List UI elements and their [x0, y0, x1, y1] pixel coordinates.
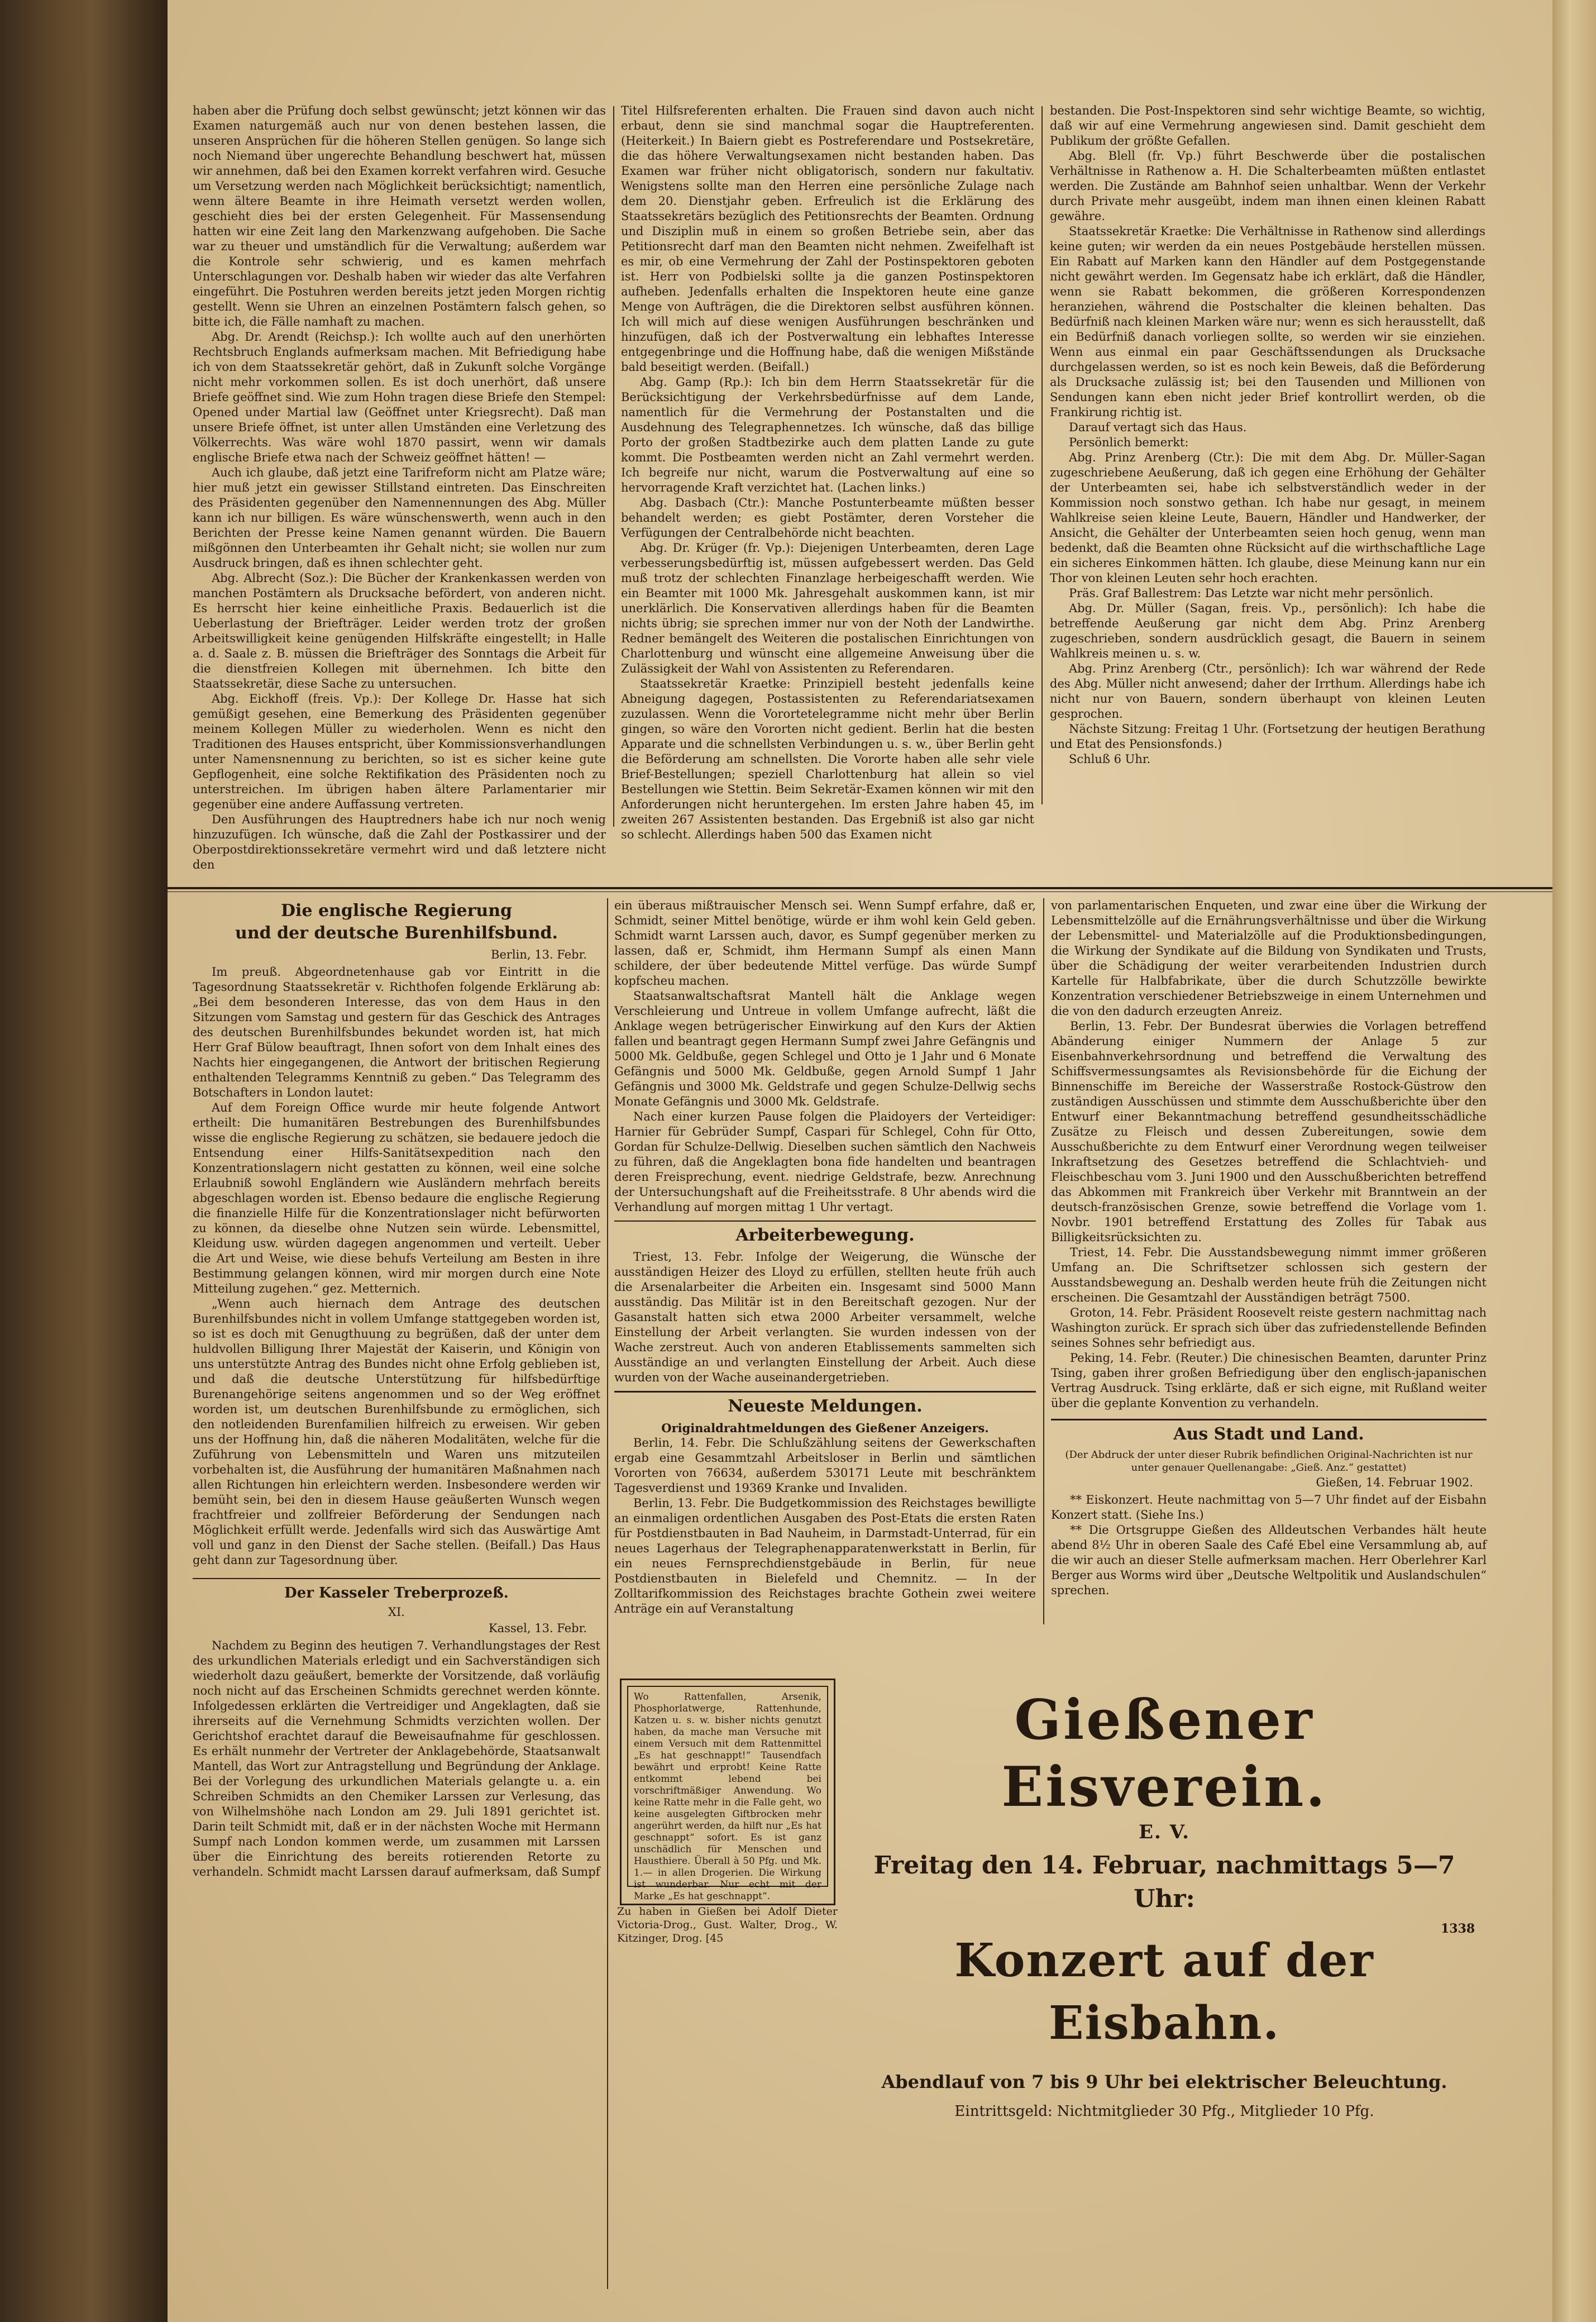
- paragraph: Nach einer kurzen Pause folgen die Plaidoyers der Verteidiger: Harnier für Gebrüder Sumpf, Caspari für Schlegel, Cohn für Otto, Gordan für Schulze-Dellwig. Dieselben suchen sämtlich den Nachweis zu führen, daß die Angeklagten bona fide handelten und beantragen deren Freisprechung, event. niedrige Geldstrafe, bezw. Anrechnung der Untersuchungshaft auf die Freiheitsstrafe. 8 Uhr abends wird die Verhandlung auf morgen mittag 1 Uhr vertagt.: [614, 1110, 1036, 1214]
- paragraph: Abg. Dr. Müller (Sagan, freis. Vp., persönlich): Ich habe die betreffende Aeußerung gar nicht dem Abg. Prinz Arenberg zugeschrieben, sondern ausdrücklich gesagt, die Bauern in seinem Wahlkreis meinen u. s. w.: [1050, 602, 1485, 660]
- article-divider: [1051, 1419, 1487, 1420]
- article-subtitle: Originaldrahtmeldungen des Gießener Anzeigers.: [661, 1421, 989, 1435]
- paragraph: „Wenn auch hiernach dem Antrage des deutschen Burenhilfsbundes nicht in vollem Umfange stattgegeben worden ist, so ist es doch mit Genugthuung zu begrüßen, daß der unter dem huldvollen Billigung Ihrer Majestät der Kaiserin, und Königin von uns unterstützte Antrag des Bundes nicht ohne Erfolg geblieben ist, und daß die deutsche Unterstützung für hilfsbedürftige Burenangehörige seitens angenommen und so der Weg eröffnet worden ist, um deutschen Burenhilfsbunde zu ermöglichen, sich den notleidenden Burenfamilien hilfreich zu erweisen. Wir geben uns der Hoffnung hin, daß die näheren Modalitäten, welche für die Zuführung von Lebensmitteln und Waren uns mitzuteilen vorbehalten ist, die Ausführung der humanitären Maßnahmen nach allen Richtungen hin erleichtern werden. Insbesondere werden wir bemüht sein, bei den in diesem Hause geäußerten Wunsch wegen frachtfreier und zollfreier Beförderung der Sendungen nach Möglichkeit erfüllt werde. Jedenfalls wird sich das Auswärtige Amt voll und ganz in den Dienst der Sache stellen. (Beifall.) Das Haus geht dann zur Tagesordnung über.: [193, 1297, 600, 1567]
- paragraph: Staatssekretär Kraetke: Die Verhältnisse in Rathenow sind allerdings keine guten; wir werden da ein neues Postgebäude herstellen müssen. Ein Rabatt auf Marken kann den Händler auf dem Postgegenstande nicht gewährt werden. Im Gegensatz habe ich erklärt, daß die Händler, wenn sie Rabatt bekommen, die größeren Korrespondenzen heranziehen, während die Postschalter die kleinen behalten. Das Bedürfniß nach kleinen Marken wäre nur; wenn es sich herausstellt, daß ein Bedürfniß danach vorliegen sollte, so werden wir sie einziehen. Wenn aus einmal ein paar Geschäftssendungen als Drucksache durchgelassen werden, so ist es noch kein Beweis, daß die Beförderung als Drucksache zulässig ist; bei den Tausenden und Millionen von Sendungen kann eben nicht jeder Brief kontrollirt werden, ob die Frankirung richtig ist.: [1050, 225, 1485, 419]
- article-number: XI.: [388, 1605, 405, 1619]
- book-binding: [0, 0, 168, 2322]
- ad-sellers: [617, 1905, 838, 1955]
- paragraph: Auf dem Foreign Office wurde mir heute folgende Antwort ertheilt: Die humanitären Bestrebungen des Burenhilfsbundes wisse die englische Regierung zu schätzen, sie bedauere jedoch die Entsendung einer Hilfs-Sanitätsexpedition nach den Konzentrationslagern nicht gestatten zu können, weil eine solche Erlaubniß sowohl Engländern wie Ausländern mehrfach bereits abgeschlagen worden ist. Ebenso bedaure die englische Regierung die finanzielle Hilfe für die Konzentrationslager nicht befürworten zu können, da dieselbe ohne Nutzen sein würde. Lebensmittel, Kleidung usw. würden dagegen angenommen und verteilt. Ueber die Art und Weise, wie diese behufs Verteilung am Besten in ihre Bestimmung gelangen können, wird mir morgen durch eine Note Mitteilung zugehen.“ gez. Metternich.: [193, 1101, 600, 1295]
- article-body: Triest, 13. Febr. Infolge der Weigerung, die Wünsche der ausständigen Heizer des Lloyd zu erfüllen, stellten heute früh auch die Arsenalarbeiter die Arbeiten ein. Insgesamt sind 5000 Mann ausständig. Das Militär ist in den Bereitschaft gezogen. Nur der Gasanstalt hatten sich etwa 2000 Arbeiter versammelt, welche Einstellung der Arbeit verlangten. Sie wurden indessen von der Wache zerstreut. Auch von anderen Etablissements sammelten sich Ausständige an und verlangten Einstellung der Arbeit. Auch diese wurden von der Wache auseinandergetrieben.: [614, 1250, 1036, 1384]
- paragraph: Schluß 6 Uhr.: [1069, 752, 1151, 766]
- paragraph: bestanden. Die Post-Inspektoren sind sehr wichtige Beamte, so wichtig, daß wir auf eine Vermehrung angewiesen sind. Damit geschieht dem Publikum der größte Gefallen.: [1050, 104, 1485, 147]
- paragraph: ** Eiskonzert. Heute nachmittag von 5—7 Uhr findet auf der Eisbahn Konzert statt. (Siehe Ins.): [1051, 1493, 1487, 1522]
- newspaper-page: [168, 0, 1552, 2322]
- paragraph: Peking, 14. Febr. (Reuter.) Die chinesischen Beamten, darunter Prinz Tsing, gaben ihrer großen Befriedigung über den englisch-japanischen Vertrag Ausdruck. Tsing erklärte, daß er sich eigne, mit Rußland weiter über die geplante Konvention zu verhandeln.: [1051, 1351, 1487, 1410]
- paragraph: Abg. Albrecht (Soz.): Die Bücher der Krankenkassen werden von manchen Postämtern als Drucksache befördert, von anderen nicht. Es herrscht hier keine einheitliche Praxis. Bedauerlich ist die Ueberlastung der Briefträger. Leider werden trotz der großen Arbeitswilligkeit keine genügenden Hilfskräfte eingestellt; in Halle a. d. Saale z. B. müssen die Briefträger des Sonntags die Arbeit für die dienstfreien Kollegen mit übernehmen. Ich bitte den Staatssekretär, diese Sache zu untersuchen.: [193, 571, 606, 690]
- section-divider: [168, 887, 1552, 889]
- paragraph: Abg. Prinz Arenberg (Ctr., persönlich): Ich war während der Rede des Abg. Müller nicht anwesend; daher der Irrthum. Allerdings habe ich nicht nur von Bauern, sondern überhaupt von kleinen Leuten gesprochen.: [1050, 662, 1485, 721]
- top-column-3: [1050, 103, 1485, 807]
- ad-evening: Abendlauf von 7 bis 9 Uhr bei elektrischer Beleuchtung.: [881, 2071, 1447, 2092]
- next-page-edge: [1552, 0, 1596, 2322]
- paragraph: Auch ich glaube, daß jetzt eine Tarifreform nicht am Platze wäre; hier muß jetzt ein gewisser Stillstand eintreten. Das Einschreiten des Präsidenten gegenüber den Namennennungen des Abg. Müller kann ich nur billigen. Es wäre wünschenswerth, wenn auch in den Berichten der Presse keine Namen genannt würden. Die Bauern mißgönnen den Unterbeamten ihr Gehalt nicht; sie wollen nur zum Ausdruck bringen, daß es ihnen schlechter geht.: [193, 466, 606, 570]
- column-divider: [1043, 898, 1044, 1624]
- paragraph: Persönlich bemerkt:: [1069, 436, 1189, 449]
- article-title-stadt: Aus Stadt und Land.: [1173, 1424, 1364, 1444]
- top-column-2: [621, 103, 1034, 841]
- ad-entry: Eintrittsgeld: Nichtmitglieder 30 Pfg., Mitglieder 10 Pfg.: [954, 2103, 1374, 2120]
- dateline: Kassel, 13. Febr.: [488, 1622, 587, 1635]
- ad-text: Wo Rattenfallen, Arsenik, Phosphorlatwerge, Rattenhunde, Katzen u. s. w. bisher nichts genutzt haben, da mache man Versuche mit einem Versuch mit dem Rattenmittel „Es hat geschnappt!“ Tausendfach bewährt und erprobt! Keine Ratte entkommt lebend bei vorschriftmäßiger Anwendung. Wo keine Ratte mehr in die Falle geht, wo keine ausgelegten Giftbrocken mehr angerührt werden, da hilft nur „Es hat geschnappt“ sofort. Es ist ganz unschädlich für Menschen und Hausthiere. Überall à 50 Pfg. und Mk. 1.— in allen Drogerien. Die Wirkung ist wunderbar. Nur echt mit der Marke „Es hat geschnappt“.: [627, 1686, 828, 1887]
- dateline: Gießen, 14. Februar 1902.: [1316, 1476, 1473, 1489]
- top-column-1: [193, 103, 606, 871]
- paragraph: ** Die Ortsgruppe Gießen des Alldeutschen Verbandes hält heute abend 8½ Uhr in oberen Saale des Café Ebel eine Versammlung ab, auf die wir auch an dieser Stelle aufmerksam machen. Herr Oberlehrer Karl Berger aus Worms wird über „Deutsche Weltpolitik und Auslandschulen“ sprechen.: [1051, 1523, 1487, 1597]
- paragraph: von parlamentarischen Enqueten, und zwar eine über die Wirkung der Lebensmittelzölle auf die Ernährungsverhältnisse und über die Wirkung der Lebensmittel- und Materialzölle auf die Produktionsbedingungen, die Wirkung der Syndikate auf die Bildung von Syndikaten und Trusts, über die Schädigung der weiter verarbeitenden Industrien durch Kartelle für Halbfabrikate, über die durch Schutzzölle bewirkte Konzentration verschiedener Betriebszweige in einem Unternehmen und die von den dadurch erzeugten Anreiz.: [1051, 899, 1487, 1018]
- paragraph: Triest, 14. Febr. Die Ausstandsbewegung nimmt immer größeren Umfang an. Die Schriftsetzer schlossen sich gestern der Ausstandsbewegung an. Deshalb werden heute früh die Zeitungen nicht erscheinen. Die Gesamtzahl der Ausständigen beträgt 7500.: [1051, 1246, 1487, 1304]
- paragraph: Abg. Eickhoff (freis. Vp.): Der Kollege Dr. Hasse hat sich gemüßigt gesehen, eine Bemerkung des Präsidenten gegenüber meinem Kollegen Müller zu wiederholen. Wenn es nicht den Traditionen des Hauses entspricht, über Kommissionsverhandlungen unter Namensnennung zu berichten, so ist es sicher keine gute Gepflogenheit, eine solche Rektifikation des Präsidenten noch zu unterstreichen. Im übrigen haben ältere Parlamentarier mir gegenüber eine andere Auffassung vertreten.: [193, 692, 606, 811]
- bottom-column-3: [1051, 898, 1487, 1675]
- ad-concert: Konzert auf der Eisbahn.: [954, 1934, 1374, 2050]
- paragraph: Staatssekretär Kraetke: Prinzipiell besteht jedenfalls keine Abneigung dagegen, Postassistenten zu Referendariatsexamen zuzulassen. Wenn die Vorortetelegramme nicht mehr über Berlin gingen, so wäre den Vororten nicht gedient. Berlin hat die besten Apparate und die schnellsten Verbindungen u. s. w., über Berlin geht die Beförderung am schnellsten. Die Vororte haben alle sehr viele Brief-Bestellungen; speziell Charlottenburg hat allein so viel Bestellungen wie Stettin. Beim Sekretär-Examen können wir mit den Anforderungen nicht heruntergehen. Im ersten Jahre haben 45, im zweiten 267 Assistenten bestanden. Das Ergebniß ist also gar nicht so schlecht. Allerdings haben 500 das Examen nicht: [621, 677, 1034, 841]
- section-divider-thin: [168, 891, 1552, 892]
- paragraph: haben aber die Prüfung doch selbst gewünscht; jetzt können wir das Examen naturgemäß auch nur von denen bestehen lassen, die unseren Ansprüchen für die höheren Stellen genügen. So lange sich noch Niemand über ungerechte Behandlung beschwert hat, müssen wir annehmen, daß bei den Examen korrekt verfahren wird. Gesuche um Versetzung werden nach Möglichkeit berücksichtigt; namentlich, wenn ältere Beamte in ihre Heimath versetzt werden wollen, geschieht dies bei der ersten Gelegenheit. Für Massensendung hatten wir eine Zeit lang den Markenzwang aufgehoben. Die Sache war zu theuer und umständlich für die Verwaltung; außerdem war die Kontrole sehr schwierig, und es kamen mehrfach Unterschlagungen vor. Deshalb haben wir wieder das alte Verfahren eingeführt. Die Postuhren werden bereits jetzt jeden Morgen richtig gestellt. Wenn sie Uhren an einzelnen Postämtern falsch gehen, so bitte ich, die Fälle namhaft zu machen.: [193, 104, 606, 328]
- article-title-arbeiter: Arbeiterbewegung.: [735, 1226, 915, 1245]
- ad-sellers-text: Zu haben in Gießen bei Adolf Dieter Victoria-Drog., Gust. Walter, Drog., W. Kitzinger, Drog. [45: [617, 1905, 838, 1944]
- paragraph: Nachdem zu Beginn des heutigen 7. Verhandlungstages der Rest des urkundlichen Materials erledigt und ein Sachverständigen sich wiederholt dazu geäußert, bemerkte der Vorsitzende, daß vorläufig noch nicht auf das Erscheinen Schmidts gerechnet werden könnte. Infolgedessen erklärten die Vertreidiger und Angeklagten, daß sie ihrerseits auf die Vernehmung Schmidts verzichten wollen. Der Gerichtshof erachtet darauf die Beweisaufnahme für geschlossen. Es erhält nunmehr der Vertreter der Anklagebehörde, Staatsanwalt Mantell, das Wort zur Antragstellung und Begründung der Anklage. Bei der Vorlegung des urkundlichen Materials gelangte u. a. ein Schreiben Schmidts an den Chemiker Larssen zur Verlesung, das von Wilhelmshöhe nach London am 29. Juli 1891 gerichtet ist. Darin teilt Schmidt mit, daß er in der nächsten Woche mit Hermann Sumpf nach London kommen werde, um zusammen mit Larssen über die Einrichtung des bereits rotierenden Retorte zu verhandeln. Schmidt macht Larssen darauf aufmerksam, daß Sumpf: [193, 1639, 600, 1878]
- bottom-column-1: [193, 898, 600, 2306]
- paragraph: ein überaus mißtrauischer Mensch sei. Wenn Sumpf erfahre, daß er, Schmidt, seiner Mittel benötige, würde er ihm wohl kein Geld geben. Schmidt warnt Larssen auch, davor, es Sumpf gegenüber merken zu lassen, daß er, Schmidt, ihm Hermann Sumpf als einen Mann schildere, der über bedeutende Mittel verfüge. Das würde Sumpf kopfscheu machen.: [614, 899, 1036, 988]
- paragraph: Berlin, 13. Febr. Die Budgetkommission des Reichstages bewilligte an einmaligen ordentlichen Ausgaben des Post-Etats die ersten Raten für Postdienstbauten in Bad Nauheim, in Darmstadt-Unterrad, für ein neues Lagerhaus der Telegraphenapparatenwerkstatt in Berlin, für ein neues Fernsprechdienstgebäude in Berlin, für neue Postdienstbauten in Bielefeld und Chemnitz. — In der Zolltarifkommission des Reichstages brachte Gothein zwei weitere Anträge ein auf Veranstaltung: [614, 1496, 1036, 1615]
- paragraph: Abg. Gamp (Rp.): Ich bin dem Herrn Staatssekretär für die Berücksichtigung der Verkehrsbedürfnisse auf dem Lande, namentlich für die Vermehrung der Postanstalten und die Ausdehnung des Telegraphennetzes. Ich wünsche, daß das billige Porto der großen Stadtbezirke auch dem platten Lande zu gute kommt. Die Postbeamten werden nicht an Zahl vermehrt werden. Ich begreife nur nicht, warum die Postverwaltung auf eine so hervorragende Kraft verzichtet hat. (Lachen links.): [621, 375, 1034, 494]
- advertisement-rat-poison: [620, 1679, 835, 1905]
- paragraph: Abg. Dr. Arendt (Reichsp.): Ich wollte auch auf den unerhörten Rechtsbruch Englands aufmerksam machen. Mit Befriedigung habe ich von dem Staatssekretär gehört, daß in Zukunft solche Vorgänge nicht mehr vorkommen sollen. Es ist doch unerhört, daß unsere Briefe geöffnet sind. Wie zum Hohn tragen diese Briefe den Stempel: Opened under Martial law (Geöffnet unter Kriegsrecht). Daß man unsere Briefe öffnet, ist unter allen Umständen eine Verletzung des Völkerrechts. Was wäre wohl 1870 passirt, wenn wir damals englische Briefe etwa nach der Schweiz geöffnet hätten! —: [193, 330, 606, 464]
- paragraph: Berlin, 14. Febr. Die Schlußzählung seitens der Gewerkschaften ergab eine Gesammtzahl Arbeitsloser in Berlin und sämtlichen Vororten von 76634, außerdem 530171 Leute mit beschränktem Tagesverdienst und 19369 Kranke und Invaliden.: [614, 1436, 1036, 1495]
- bottom-column-2: [614, 898, 1036, 1680]
- ad-ev: E. V.: [1139, 1821, 1190, 1843]
- dateline: Berlin, 13. Febr.: [491, 948, 587, 961]
- paragraph: Abg. Dasbach (Ctr.): Manche Postunterbeamte müßten besser behandelt werden; es giebt Postämter, deren Vorsteher die Verfügungen der Centralbehörde nicht beachten.: [621, 496, 1034, 540]
- column-divider: [1041, 106, 1043, 804]
- paragraph: Berlin, 13. Febr. Der Bundesrat überwies die Vorlagen betreffend Abänderung einiger Nummern der Anlage 5 zur Eisenbahnverkehrsordnung und betreffend die Verwaltung des Schiffsvermessungsamtes als Revisionsbehörde für die Eichung der Binnenschiffe im Bereiche der Wasserstraße Rostock-Güstrow den zuständigen Ausschüssen und stimmte dem Ausschußberichte über den Entwurf einer Bekanntmachung betreffend gesundheitsschädliche Zusätze zu Fleisch und dessen Zubereitungen, sowie dem Ausschußberichte zu dem Entwurf einer Verordnung wegen teilweiser Inkraftsetzung des Gesetzes betreffend die Schlachtvieh- und Fleischbeschau vom 3. Juni 1900 und den Ausschußberichten betreffend das Abkommen mit Frankreich über Verkehr mit Branntwein an der deutsch-französischen Grenze, sowie betreffend die Vorlage vom 1. Novbr. 1901 betreffend Erstattung des Zolles für Tabak aus Billigkeitsrücksichten zu.: [1051, 1019, 1487, 1244]
- article-divider: [614, 1220, 1036, 1222]
- article-title-treber: Der Kasseler Treberprozeß.: [284, 1585, 509, 1601]
- ad-date: Freitag den 14. Februar, nachmittags 5—7 Uhr:: [873, 1851, 1455, 1913]
- paragraph: Abg. Dr. Krüger (fr. Vp.): Diejenigen Unterbeamten, deren Lage verbesserungsbedürftig ist, müssen aufgebessert werden. Das Geld muß trotz der schlechten Finanzlage herbeigeschafft werden. Wie ein Beamter mit 1000 Mk. Jahresgehalt auskommen kann, ist mir unerklärlich. Die Konservativen allerdings haben für die Beamten nichts übrig; sie sprechen immer nur von der Noth der Landwirthe. Redner bemängelt des Weiteren die postalischen Einrichtungen von Charlottenburg und wünscht eine allgemeine Anweisung über die Zulässigkeit der Wahl von Assistenten zu Referendaren.: [621, 541, 1034, 675]
- article-subtitle: und der deutsche Burenhilfsbund.: [235, 923, 558, 943]
- article-title-neueste: Neueste Meldungen.: [728, 1396, 923, 1416]
- paragraph: Nächste Sitzung: Freitag 1 Uhr. (Fortsetzung der heutigen Berathung und Etat des Pensionsfonds.): [1050, 722, 1485, 751]
- article-divider: [193, 1578, 600, 1579]
- paragraph: Staatsanwaltschaftsrat Mantell hält die Anklage wegen Verschleierung und Untreue in vollem Umfange aufrecht, läßt die Anklage wegen betrügerischer Einwirkung auf den Kurs der Aktien fallen und beantragt gegen Hermann Sumpf zwei Jahre Gefängnis und 5000 Mk. Geldbuße, gegen Schlegel und Otto je 1 Jahr und 6 Monate Gefängnis und 5000 Mk. Geldbuße, gegen Arnold Sumpf 1 Jahr Gefängnis und 3000 Mk. Geldstrafe und gegen Schulze-Dellwig sechs Monate Gefängnis und 3000 Mk. Geldstrafe.: [614, 989, 1036, 1108]
- paragraph: Titel Hilfsreferenten erhalten. Die Frauen sind davon auch nicht erbaut, denn sie sind manchmal sogar die Hauptreferenten. (Heiterkeit.) In Baiern giebt es Postreferendare und Postsekretäre, die das höhere Verwaltungsexamen nicht bestanden haben. Das Examen war früher nicht obligatorisch, sondern nur fakultativ. Wenigstens sollte man den Herren eine persönliche Zulage nach dem 20. Dienstjahr geben. Erfreulich ist die Erklärung des Staatssekretärs bezüglich des Petitionsrechts der Beamten. Ordnung und Disziplin muß in einem so großen Betriebe sein, aber das Petitionsrecht darf man den Beamten nicht nehmen. Zweifelhaft ist es mir, ob eine Vermehrung der Zahl der Postinspektoren geboten ist. Herr von Podbielski sollte ja die ganzen Postinspektoren aufheben. Jedenfalls erhalten die Inspektoren heute eine ganze Menge von Aufträgen, die die Direktoren selbst ausführen können. Ich will mich auf diese wenigen Ausführungen beschränken und hinzufügen, daß ich der Postverwaltung ein lebhaftes Interesse entgegenbringe und die Hoffnung habe, daß die wenigen Mißstände bald beseitigt werden. (Beifall.): [621, 104, 1034, 374]
- paragraph: Darauf vertagt sich das Haus.: [1069, 421, 1247, 434]
- ad-title: Gießener Eisverein.: [1001, 1688, 1327, 1819]
- advertisement-eisverein: [843, 1681, 1485, 2251]
- paragraph: Im preuß. Abgeordnetenhause gab vor Eintritt in die Tagesordnung Staatssekretär v. Richthofen folgende Erklärung ab: „Bei dem besonderen Interesse, das von dem Haus in den Sitzungen vom Samstag und gestern für das Geschick des Antrages des deutschen Burenhilfsbundes bekundet worden ist, hat mich Herr Graf Bülow beauftragt, Ihnen sofort von dem Inhalt eines des Nachts hier eingegangenen, die Antwort der britischen Regierung enthaltenden Telegramms Kenntniß zu geben.“ Das Telegramm des Botschafters in London lautet:: [193, 965, 600, 1099]
- paragraph: Groton, 14. Febr. Präsident Roosevelt reiste gestern nachmittag nach Washington zurück. Er sprach sich über das zufriedenstellende Befinden seines Sohnes sehr befriedigt aus.: [1051, 1306, 1487, 1350]
- paragraph: Den Ausführungen des Hauptredners habe ich nur noch wenig hinzuzufügen. Ich wünsche, daß die Zahl der Postkassirer und der Oberpostdirektionssekretäre vermehrt wird und daß letztere nicht den: [193, 813, 606, 871]
- page-number: 1338: [1441, 1922, 1475, 1936]
- paragraph: Abg. Blell (fr. Vp.) führt Beschwerde über die postalischen Verhältnisse in Rathenow a. H. Die Schalterbeamten müßten entlastet werden. Die Zustände am Bahnhof seien unhaltbar. Wenn der Verkehr durch Private mehr ausgeübt, indem man ihnen einen kleinen Rabatt gewähre.: [1050, 149, 1485, 223]
- article-title: Die englische Regierung: [281, 901, 512, 921]
- paragraph: Präs. Graf Ballestrem: Das Letzte war nicht mehr persönlich.: [1069, 587, 1433, 600]
- article-note: (Der Abdruck der unter dieser Rubrik befindlichen Original-Nachrichten ist nur unter genauer Quellenangabe: „Gieß. Anz.“ gestattet): [1065, 1449, 1473, 1474]
- paragraph: Abg. Prinz Arenberg (Ctr.): Die mit dem Abg. Dr. Müller-Sagan zugeschriebene Aeußerung, daß ich gegen eine Erhöhung der Gehälter der Unterbeamten sei, habe ich selbstverständlich weder in der Kommission noch sonstwo gethan. Ich habe nur gesagt, in meinem Wahlkreise seien kleine Leute, Bauern, Händler und Handwerker, der Ansicht, die Gehälter der Unterbeamten seien hoch genug, wenn man bedenkt, daß die Beamten ohne Rücksicht auf die wirthschaftliche Lage ein sicheres Einkommen hätten. Ich glaube, diese Meinung kann nur ein Thor von kleinen Leuten sehr hoch erachten.: [1050, 451, 1485, 585]
- column-divider: [607, 898, 608, 2289]
- article-divider: [614, 1391, 1036, 1393]
- column-divider: [613, 106, 614, 827]
